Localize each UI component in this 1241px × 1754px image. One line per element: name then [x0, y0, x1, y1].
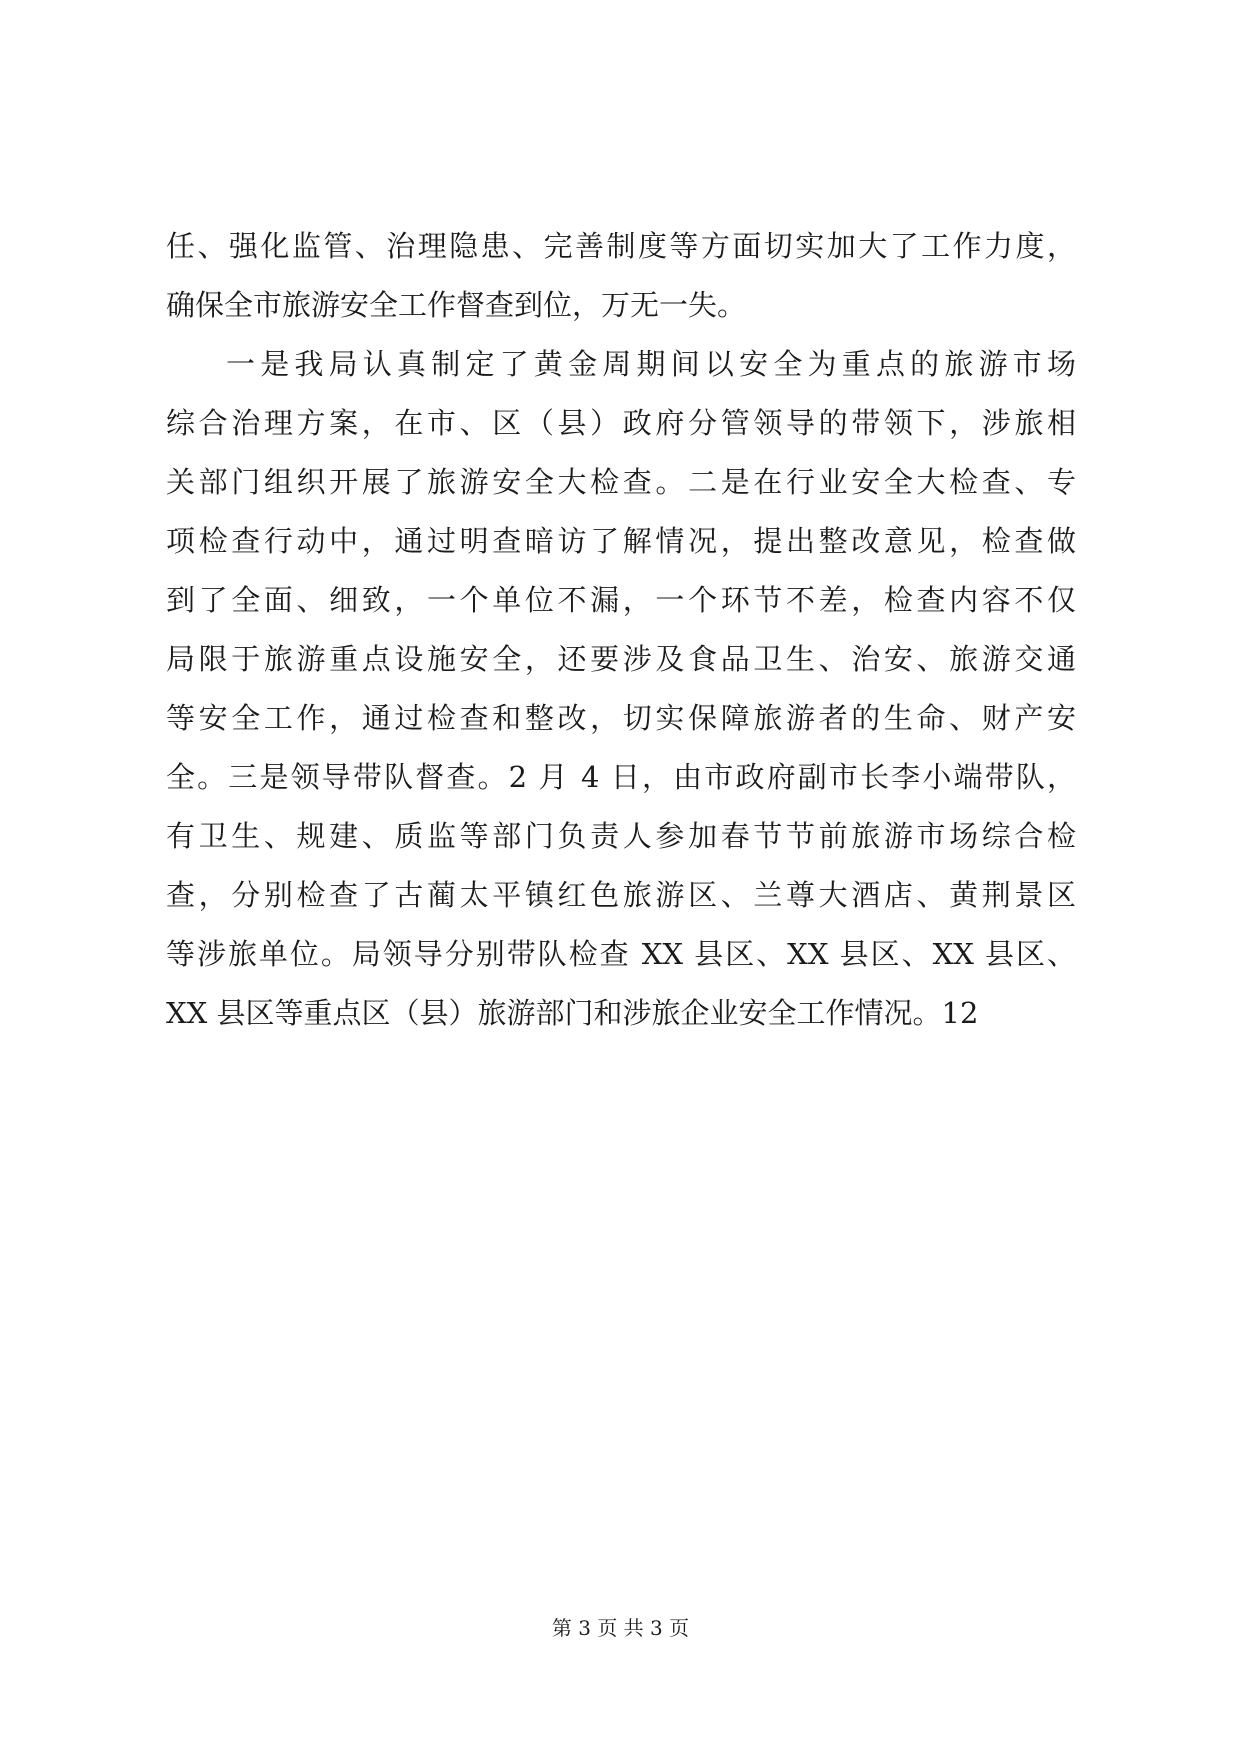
- body-text-line: 项检查行动中，通过明查暗访了解情况，提出整改意见，检查做: [166, 524, 1076, 558]
- body-text-line: 关部门组织开展了旅游安全大检查。二是在行业安全大检查、专: [166, 465, 1076, 499]
- body-text-line: 到了全面、细致，一个单位不漏，一个环节不差，检查内容不仅: [166, 583, 1076, 617]
- paragraph-first-line: 一是我局认真制定了黄金周期间以安全为重点的旅游市场: [226, 347, 1076, 381]
- body-text-line: 有卫生、规建、质监等部门负责人参加春节节前旅游市场综合检: [166, 819, 1076, 853]
- body-text-line: 综合治理方案，在市、区（县）政府分管领导的带领下，涉旅相: [166, 406, 1076, 440]
- body-text-line: 等安全工作，通过检查和整改，切实保障旅游者的生命、财产安: [166, 701, 1076, 735]
- page-number-footer: 第 3 页 共 3 页: [551, 1616, 690, 1640]
- body-text-line: 确保全市旅游安全工作督查到位，万无一失。: [166, 288, 747, 322]
- body-text-line: XX 县区等重点区（县）旅游部门和涉旅企业安全工作情况。12: [166, 996, 979, 1030]
- body-text-line: 全。三是领导带队督查。2 月 4 日，由市政府副市长李小端带队，: [166, 760, 1076, 794]
- body-text-line: 局限于旅游重点设施安全，还要涉及食品卫生、治安、旅游交通: [166, 642, 1076, 676]
- body-text-line: 等涉旅单位。局领导分别带队检查 XX 县区、XX 县区、XX 县区、: [166, 937, 1076, 971]
- body-text-line: 查，分别检查了古蔺太平镇红色旅游区、兰尊大酒店、黄荆景区: [166, 878, 1076, 912]
- body-text-line: 任、强化监管、治理隐患、完善制度等方面切实加大了工作力度，: [166, 229, 1076, 263]
